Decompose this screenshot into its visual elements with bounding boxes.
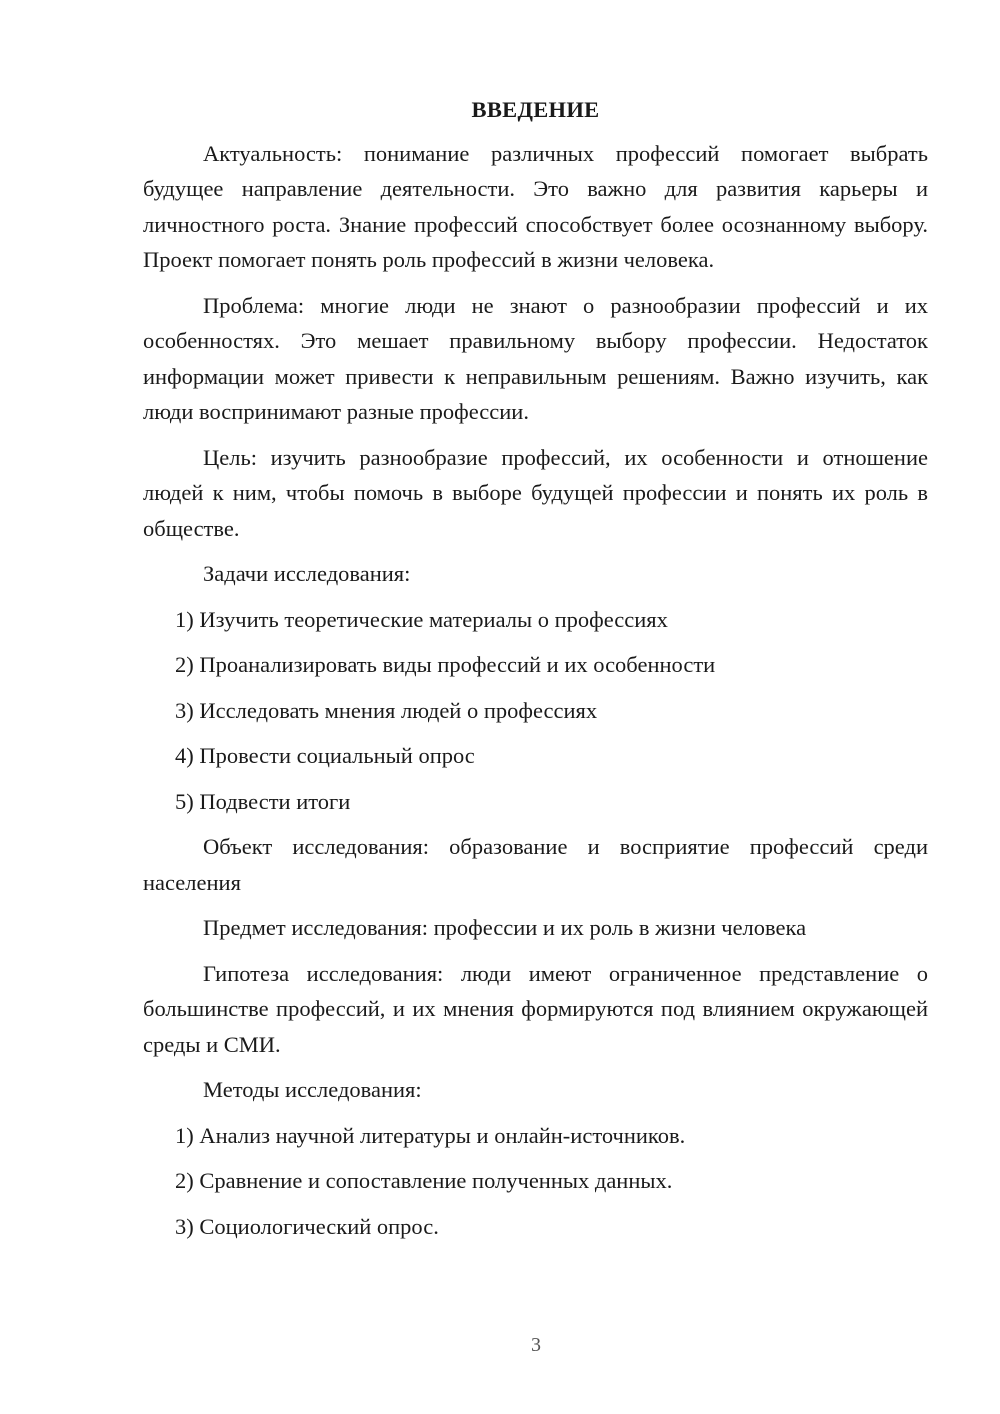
tasks-list <box>143 602 928 820</box>
list-item: 3) Социологический опрос. <box>175 1213 439 1239</box>
tasks-heading: Задачи исследования: <box>203 561 411 586</box>
list-item: 5) Подвести итоги <box>175 788 351 814</box>
list-item: 3) Исследовать мнения людей о профессиях <box>175 697 598 723</box>
list-item: 1) Изучить теоретические материалы о профессиях <box>175 606 668 632</box>
list-item: 1) Анализ научной литературы и онлайн-источников. <box>175 1122 686 1148</box>
goal-paragraph: Цель: изучить разнообразие профессий, их особенности и отношение людей к ним, чтобы помочь в выборе будущей профессии и понять их роль в обществе. <box>143 444 928 541</box>
page-number: 3 <box>531 1334 541 1356</box>
document-page <box>143 92 928 1254</box>
subject-paragraph: Предмет исследования: профессии и их роль в жизни человека <box>203 915 807 940</box>
hypothesis-paragraph: Гипотеза исследования: люди имеют ограниченное представление о большинстве профессий, и их мнения формируются под влиянием окружающей среды и СМИ. <box>143 960 928 1057</box>
relevance-paragraph: Актуальность: понимание различных профессий помогает выбрать будущее направление деятельности. Это важно для развития карьеры и личностного роста. Знание профессий способствует более осознанному выбору. Проект помогает понять роль профессий в жизни человека. <box>143 140 928 272</box>
methods-heading: Методы исследования: <box>203 1077 422 1102</box>
object-paragraph: Объект исследования: образование и восприятие профессий среди населения <box>143 834 928 895</box>
list-item: 2) Сравнение и сопоставление полученных данных. <box>175 1168 673 1193</box>
list-item: 2) Проанализировать виды профессий и их особенности <box>175 652 716 677</box>
page-title: ВВЕДЕНИЕ <box>471 97 600 122</box>
problem-paragraph: Проблема: многие люди не знают о разнообразии профессий и их особенностях. Это мешает правильному выбору профессии. Недостаток информации может привести к неправильным решениям. Важно изучить, как люди воспринимают разные профессии. <box>143 292 928 424</box>
list-item: 4) Провести социальный опрос <box>175 743 475 768</box>
methods-list <box>143 1118 928 1245</box>
